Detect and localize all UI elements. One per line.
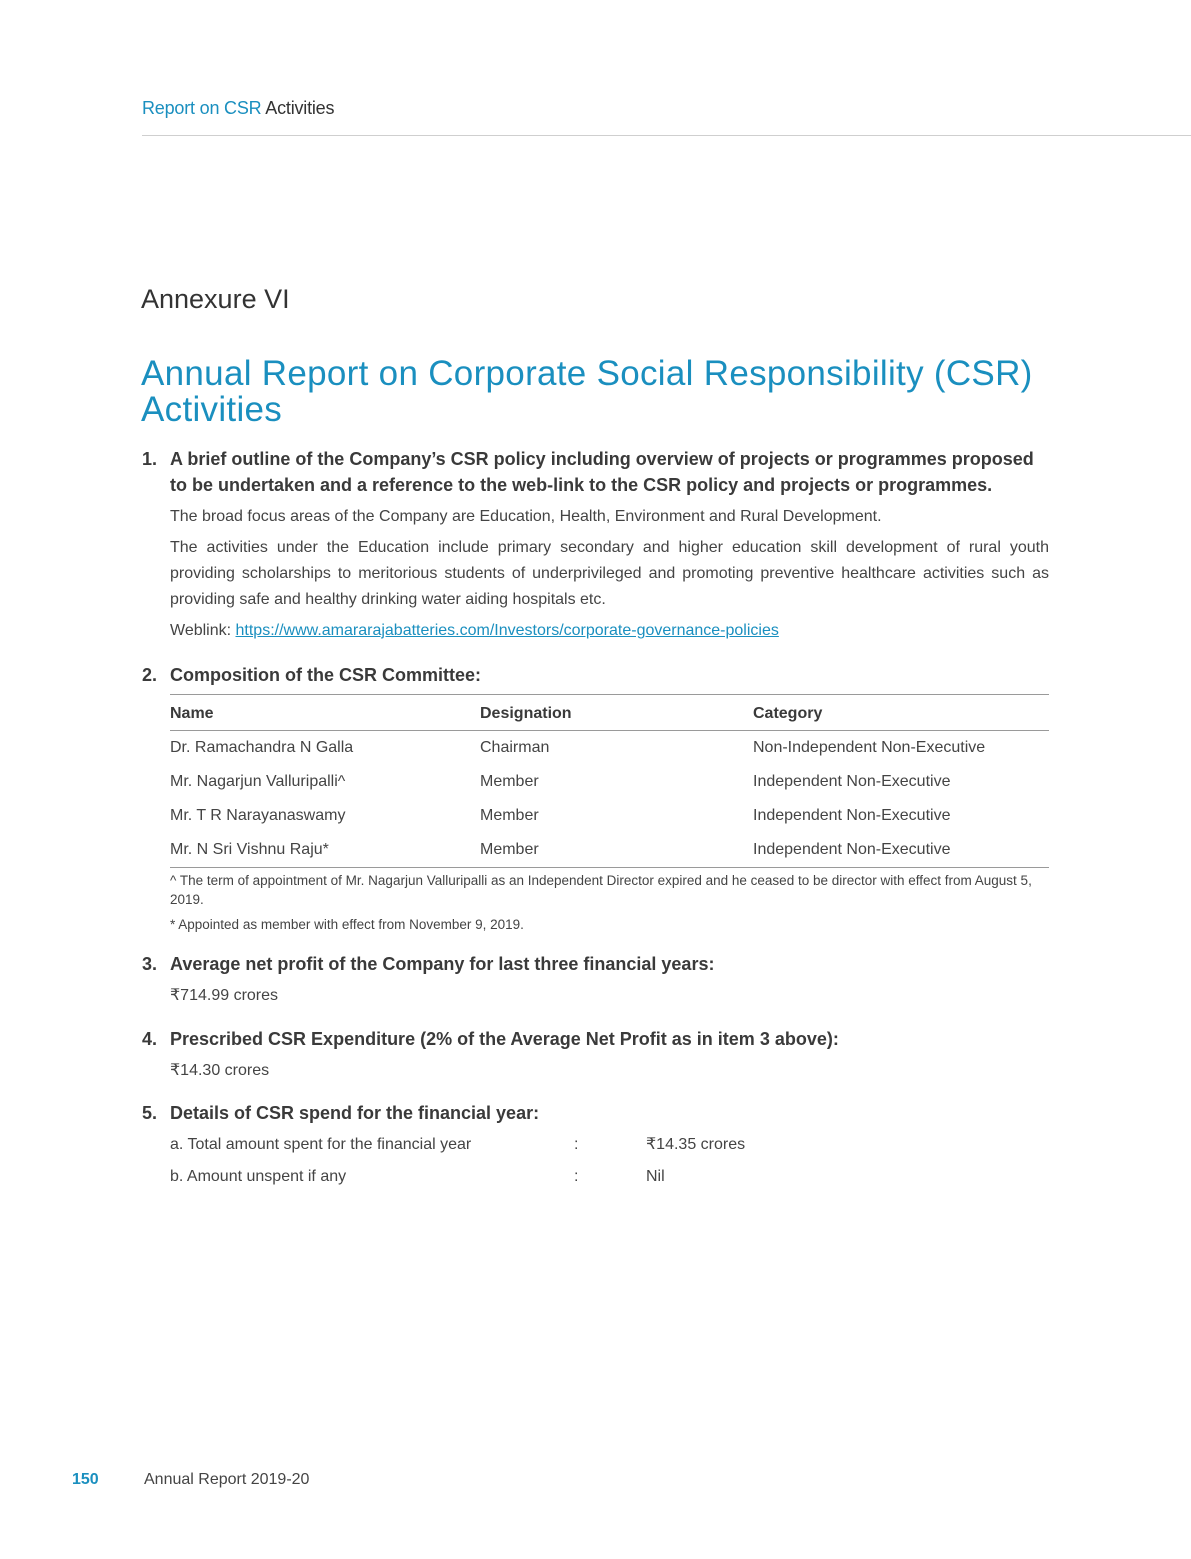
footer-report-title: Annual Report 2019-20 xyxy=(144,1471,310,1488)
member-category: Non-Independent Non-Executive xyxy=(753,739,986,756)
member-name: Dr. Ramachandra N Galla xyxy=(170,739,354,756)
activities-paragraph: The activities under the Education include primary secondary and higher education skill development of rural youth providing scholarships to meritorious students of underprivileged and promoting preventive healthcare activities such as providing safe and healthy drinking water aiding hospitals etc. xyxy=(170,539,1049,608)
footnote-asterisk: * Appointed as member with effect from November 9, 2019. xyxy=(170,917,524,932)
csr-policy-link[interactable]: https://www.amararajabatteries.com/Investors/corporate-governance-policies xyxy=(235,622,779,639)
section-heading xyxy=(142,1026,1049,1052)
table-row xyxy=(170,833,1049,868)
spend-value: ₹14.35 crores xyxy=(646,1136,746,1153)
spend-row-unspent xyxy=(170,1161,1049,1193)
member-name: Mr. T R Narayanaswamy xyxy=(170,807,346,824)
member-designation: Member xyxy=(480,773,539,790)
member-designation: Member xyxy=(480,807,539,824)
section-heading xyxy=(142,446,1049,498)
section-heading-text: Details of CSR spend for the financial year: xyxy=(170,1103,540,1123)
section-average-net-profit xyxy=(142,951,1049,1009)
section-number: 5. xyxy=(142,1103,158,1123)
spend-label: a. Total amount spent for the financial year xyxy=(170,1136,472,1153)
running-header xyxy=(142,98,334,119)
section-heading-text: Average net profit of the Company for last three financial years: xyxy=(170,954,715,974)
section-heading-text: Prescribed CSR Expenditure (2% of the Average Net Profit as in item 3 above): xyxy=(170,1029,839,1049)
member-category: Independent Non-Executive xyxy=(753,807,951,824)
table-row xyxy=(170,731,1049,766)
section-csr-committee xyxy=(142,662,1049,934)
weblink-label: Weblink: xyxy=(170,622,236,639)
running-header-accent: Report on CSR xyxy=(142,98,262,118)
spend-label: b. Amount unspent if any xyxy=(170,1168,347,1185)
section-prescribed-expenditure xyxy=(142,1026,1049,1084)
member-category: Independent Non-Executive xyxy=(753,833,1049,868)
section-heading-text: A brief outline of the Company’s CSR policy including overview of projects or programmes proposed to be undertaken and a reference to the web-link to the CSR policy and projects or programmes. xyxy=(170,449,1034,495)
prescribed-expenditure-value: ₹14.30 crores xyxy=(170,1062,270,1079)
member-category: Independent Non-Executive xyxy=(753,773,951,790)
spend-colon: : xyxy=(574,1168,579,1185)
member-designation: Member xyxy=(480,833,753,868)
member-name: Mr. N Sri Vishnu Raju* xyxy=(170,833,480,868)
section-heading xyxy=(142,1100,1049,1126)
page-title-line-1: Annual Report on Corporate Social Responsibility (CSR) xyxy=(141,354,1033,393)
section-number: 2. xyxy=(142,665,158,685)
page-number: 150 xyxy=(72,1471,99,1488)
column-header-name: Name xyxy=(170,695,480,731)
spend-row-total xyxy=(170,1129,1049,1161)
table-header-row xyxy=(170,695,1049,731)
section-heading xyxy=(142,662,1049,688)
running-header-rest: Activities xyxy=(265,98,335,118)
page-title-line-2: Activities xyxy=(141,390,283,429)
section-csr-spend xyxy=(142,1100,1049,1193)
member-name: Mr. Nagarjun Valluripalli^ xyxy=(170,773,346,790)
column-header-category: Category xyxy=(753,695,1049,731)
spend-value: Nil xyxy=(646,1168,665,1185)
section-number: 1. xyxy=(142,449,158,469)
annexure-label: Annexure VI xyxy=(141,284,290,314)
column-header-designation: Designation xyxy=(480,695,753,731)
table-row xyxy=(170,765,1049,799)
footnote-caret: ^ The term of appointment of Mr. Nagarjun Valluripalli as an Independent Director expired and he ceased to be director with effect from August 5, 2019. xyxy=(170,873,1032,907)
weblink-line xyxy=(170,618,1049,644)
header-divider xyxy=(142,135,1191,136)
committee-table xyxy=(170,694,1049,868)
section-csr-policy xyxy=(142,446,1049,644)
page-title xyxy=(141,356,1051,428)
section-number: 4. xyxy=(142,1029,158,1049)
average-net-profit-value: ₹714.99 crores xyxy=(170,987,279,1004)
section-heading-text: Composition of the CSR Committee: xyxy=(170,665,481,685)
section-number: 3. xyxy=(142,954,158,974)
section-heading xyxy=(142,951,1049,977)
spend-colon: : xyxy=(574,1136,579,1153)
table-row xyxy=(170,799,1049,833)
member-designation: Chairman xyxy=(480,739,550,756)
focus-areas-paragraph: The broad focus areas of the Company are Education, Health, Environment and Rural Development. xyxy=(170,508,882,525)
